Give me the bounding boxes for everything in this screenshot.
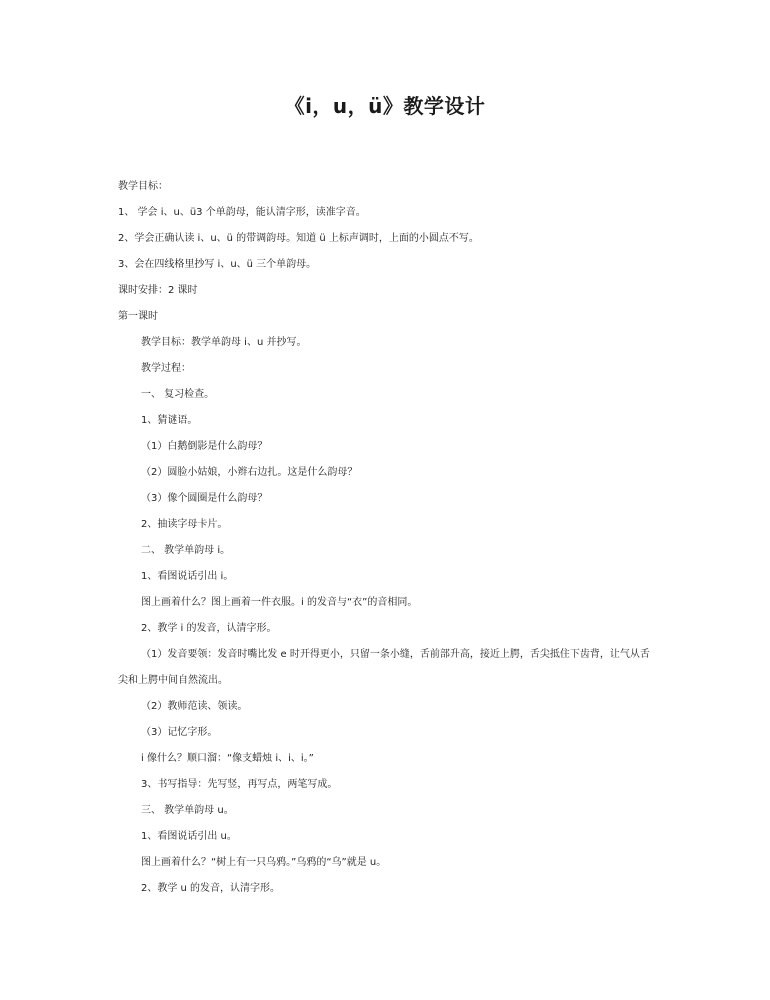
paragraph-line: 2、抽读字母卡片。 — [141, 519, 228, 530]
paragraph-line: （3）记忆字形。 — [141, 727, 218, 738]
paragraph-line: 1、猜谜语。 — [141, 415, 198, 426]
paragraph-line: 1、看图说话引出 u。 — [141, 831, 237, 842]
paragraph-wrapped: （1）发音要领：发音时嘴比发 e 时开得更小，只留一条小缝，舌前部升高，接近上腭，舌尖抵住下齿背，让气从舌尖和上腭中间自然流出。 — [118, 649, 650, 686]
paragraph-line: 1、看图说话引出 i。 — [141, 571, 234, 582]
paragraph-line: 图上画着什么？“树上有一只乌鸦。”乌鸦的“乌”就是 u。 — [141, 857, 387, 868]
paragraph-line: （2）圆脸小姑娘，小辫右边扎。这是什么韵母？ — [141, 467, 358, 478]
objective-item: 1、 学会 i、u、ü3 个单韵母，能认清字形，读准字音。 — [118, 207, 366, 218]
paragraph-line: 教学过程： — [141, 363, 191, 374]
section-heading: 教学目标： — [118, 181, 168, 192]
objective-item: 3、会在四线格里抄写 i、u、ü 三个单韵母。 — [118, 259, 317, 270]
schedule-text: 课时安排：2 课时 — [118, 285, 198, 296]
paragraph-line: 图上画着什么？图上画着一件衣服。i 的发音与“衣”的音相同。 — [141, 597, 418, 608]
paragraph-line: 教学目标：教学单韵母 i、u 并抄写。 — [141, 337, 307, 348]
paragraph-line: （1）白鹅倒影是什么韵母？ — [141, 441, 268, 452]
paragraph-line: （2）教师范读、领读。 — [141, 701, 248, 712]
paragraph-line: （3）像个圆圈是什么韵母？ — [141, 493, 268, 504]
paragraph-line: 2、教学 u 的发音，认清字形。 — [141, 883, 281, 894]
lesson-heading: 第一课时 — [118, 311, 158, 322]
document-title: 《i，u，ü》教学设计 — [284, 94, 486, 118]
objective-item: 2、学会正确认读 i、u、ü 的带调韵母。知道 ü 上标声调时，上面的小圆点不写。 — [118, 233, 479, 244]
paragraph-line: 2、教学 i 的发音，认清字形。 — [141, 623, 277, 634]
paragraph-line: 3、书写指导：先写竖，再写点，两笔写成。 — [141, 779, 338, 790]
paragraph-line: 二、 教学单韵母 i。 — [141, 545, 231, 556]
paragraph-line: 一、 复习检查。 — [141, 389, 215, 400]
paragraph-line: 三、 教学单韵母 u。 — [141, 805, 234, 816]
paragraph-line: i 像什么？顺口溜：“像支蜡烛 i、i、i。” — [141, 753, 314, 764]
